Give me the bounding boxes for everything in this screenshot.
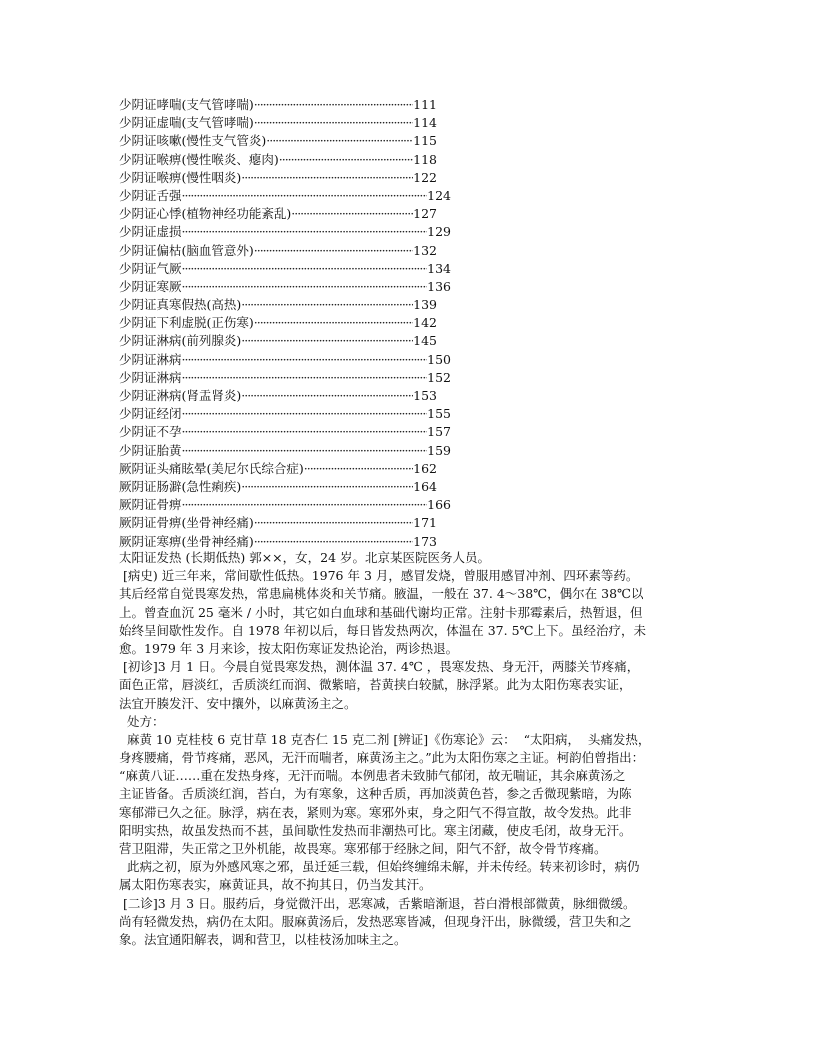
text-line: 处方： <box>119 713 165 729</box>
text-line: 身疼腰痛，骨节疼痛，恶风，无汗而喘者，麻黄汤主之。”此为太阳伤寒之主证。柯韵伯曾指出： <box>119 750 645 766</box>
text-line: 面色正常，唇淡红，舌质淡红而润、微紫暗，苔黄挟白较腻，脉浮紧。此为太阳伤寒表实证， <box>119 677 632 693</box>
toc-entry-title: 少阴证淋病(肾盂肾炎) <box>119 388 242 403</box>
text-line: 始终呈间歇性发作。自 1978 年初以后，每日皆发热两次，体温在 37. 5℃上下。虽经治疗，未 <box>119 622 647 638</box>
toc-entry-title: 少阴证淋病 <box>119 369 182 385</box>
toc-leader-dots <box>254 114 413 132</box>
toc-entry-title: 厥阴证骨痹(坐骨神经痛) <box>119 515 254 531</box>
toc-entry-page: 145 <box>413 333 437 349</box>
text-line: [初诊]3 月 1 日。今晨自觉畏寒发热，测体温 37. 4℃ ，畏寒发热、身无汗，两膝关节疼痛， <box>119 659 640 675</box>
toc-entry[interactable] <box>119 223 451 241</box>
toc-leader-dots <box>266 132 413 150</box>
toc-leader-dots <box>241 169 413 187</box>
toc-entry[interactable] <box>119 96 437 114</box>
toc-leader-dots <box>241 387 413 405</box>
toc-entry-page: 164 <box>413 478 437 494</box>
toc-entry[interactable] <box>119 314 437 332</box>
text-line: 上。曾查血沉 25 毫米 / 小时，其它如白血球和基础代谢均正常。注射卡那霉素后，热暂退，但 <box>119 604 643 620</box>
toc-entry-title: 少阴证咳嗽(慢性支气管炎) <box>119 133 267 149</box>
toc-entry-title: 少阴证寒厥 <box>119 278 182 294</box>
text-line: 寒郁滞已久之征。脉浮，病在表，紧则为寒。寒邪外束，身之阳气不得宣散，故令发热。此非 <box>119 804 632 820</box>
toc-leader-dots <box>304 460 413 478</box>
toc-entry-page: 122 <box>413 169 437 185</box>
toc-leader-dots <box>254 533 413 551</box>
toc-entry[interactable] <box>119 369 451 387</box>
table-of-contents <box>119 96 451 551</box>
toc-leader-dots <box>254 314 413 332</box>
toc-entry[interactable] <box>119 533 437 551</box>
toc-entry-title: 少阴证哮喘(支气管哮喘) <box>119 97 254 112</box>
toc-entry-page: 134 <box>427 260 451 276</box>
toc-leader-dots <box>182 278 428 296</box>
toc-entry[interactable] <box>119 187 451 205</box>
text-line: 尚有轻微发热，病仍在太阳。服麻黄汤后，发热恶寒皆减，但现身汗出，脉微缓，营卫失和之 <box>119 913 632 929</box>
toc-entry-page: 114 <box>413 115 437 131</box>
toc-entry-page: 157 <box>427 424 451 440</box>
toc-entry[interactable] <box>119 387 437 405</box>
toc-entry-title: 少阴证不孕 <box>119 424 182 440</box>
text-line: “麻黄八证……重在发热身疼，无汗而喘。本例患者未致肺气郁闭，故无喘证，其余麻黄汤之 <box>119 768 626 784</box>
toc-entry-page: 155 <box>427 406 451 422</box>
toc-entry-title: 少阴证胎黄 <box>119 442 182 458</box>
toc-leader-dots <box>182 187 428 205</box>
toc-entry-title: 少阴证舌强 <box>119 187 182 203</box>
toc-entry-title: 厥阴证肠澼(急性痢疾) <box>119 478 242 494</box>
toc-entry-title: 少阴证虚损 <box>119 224 182 240</box>
toc-entry-page: 142 <box>413 315 437 331</box>
toc-entry-title: 少阴证喉痹(慢性喉炎、瘪肉) <box>119 151 279 167</box>
toc-entry-title: 少阴证气厥 <box>119 260 182 276</box>
toc-entry[interactable] <box>119 514 437 532</box>
text-line: 太阳证发热 (长期低热) 郭××，女，24 岁。北京某医院医务人员。 <box>119 550 491 565</box>
toc-entry-page: 150 <box>427 351 451 367</box>
toc-entry-title: 厥阴证头痛眩晕(美尼尔氏综合症) <box>119 460 304 476</box>
text-line: 阳明实热，故虽发热而不甚，虽间歇性发热而非潮热可比。寒主闭藏，使皮毛闭，故身无汗。 <box>119 822 632 838</box>
text-line: 主证皆备。舌质淡红润，苔白，为有寒象，这种舌质，再加淡黄色苔，参之舌微现紫暗，为陈 <box>119 786 632 802</box>
toc-entry-page: 132 <box>413 242 437 258</box>
toc-leader-dots <box>254 514 413 532</box>
toc-entry-title: 少阴证偏枯(脑血管意外) <box>119 242 254 258</box>
toc-entry-page: 159 <box>427 442 451 458</box>
toc-entry[interactable] <box>119 423 451 441</box>
text-line: [二诊]3 月 3 日。服药后，身觉微汗出，恶寒减，舌紫暗渐退，苔白滑根部微黄，脉细微缓。 <box>119 895 636 911</box>
toc-leader-dots <box>182 496 428 514</box>
toc-entry-page: 173 <box>413 533 437 549</box>
toc-entry-page: 152 <box>427 369 451 385</box>
toc-entry[interactable] <box>119 114 437 132</box>
toc-entry[interactable] <box>119 442 451 460</box>
toc-entry-page: 111 <box>413 97 437 112</box>
toc-entry-title: 少阴证淋病(前列腺炎) <box>119 333 242 349</box>
toc-entry-page: 139 <box>413 297 437 313</box>
toc-entry[interactable] <box>119 332 437 350</box>
toc-entry[interactable] <box>119 460 437 478</box>
toc-entry-page: 115 <box>413 133 437 149</box>
case-text <box>119 549 719 949</box>
toc-entry-page: 166 <box>427 497 451 513</box>
toc-leader-dots <box>182 260 428 278</box>
toc-leader-dots <box>279 151 413 169</box>
toc-leader-dots <box>254 96 413 114</box>
toc-entry[interactable] <box>119 405 451 423</box>
text-line: 其后经常自觉畏寒发热，常患扁桃体炎和关节痛。腋温，一般在 37. 4～38℃，偶尔在 38℃以 <box>119 586 644 602</box>
toc-entry[interactable] <box>119 496 451 514</box>
toc-entry[interactable] <box>119 478 437 496</box>
toc-entry-title: 少阴证淋病 <box>119 351 182 367</box>
toc-entry-title: 少阴证虚喘(支气管哮喘) <box>119 115 254 131</box>
toc-entry[interactable] <box>119 351 451 369</box>
toc-leader-dots <box>241 296 413 314</box>
text-line: 属太阳伤寒表实，麻黄证具，故不拘其日，仍当发其汗。 <box>119 877 432 893</box>
toc-entry-title: 厥阴证寒痹(坐骨神经痛) <box>119 533 254 549</box>
toc-leader-dots <box>291 205 413 223</box>
toc-leader-dots <box>182 405 428 423</box>
toc-entry-page: 162 <box>413 460 437 476</box>
text-line: 愈。1979 年 3 月来诊，按太阳伤寒证发热论治，两诊热退。 <box>119 640 459 656</box>
toc-entry[interactable] <box>119 205 437 223</box>
toc-entry[interactable] <box>119 151 437 169</box>
toc-entry-title: 少阴证真寒假热(高热) <box>119 297 242 313</box>
toc-entry[interactable] <box>119 296 437 314</box>
toc-leader-dots <box>182 223 428 241</box>
toc-entry-page: 153 <box>413 388 437 403</box>
text-line: [病史) 近三年来，常间歇性低热。1976 年 3 月，感冒发烧，曾服用感冒冲剂、四环素等药。 <box>119 568 639 584</box>
toc-entry-page: 118 <box>413 151 437 167</box>
text-line: 营卫阻滞，失正常之卫外机能，故畏寒。寒邪郁于经脉之间，阳气不舒，故令骨节疼痛。 <box>119 841 607 856</box>
toc-leader-dots <box>182 369 428 387</box>
toc-leader-dots <box>241 332 413 350</box>
toc-entry-page: 171 <box>413 515 437 531</box>
toc-entry[interactable] <box>119 278 451 296</box>
toc-entry-page: 129 <box>427 224 451 240</box>
toc-entry-title: 少阴证下利虚脱(正伤寒) <box>119 315 254 331</box>
toc-entry-title: 少阴证经闭 <box>119 406 182 422</box>
text-line: 法宜开腠发汗、安中攘外，以麻黄汤主之。 <box>119 695 357 711</box>
toc-leader-dots <box>182 423 428 441</box>
toc-entry-title: 少阴证心悸(植物神经功能紊乱) <box>119 206 292 222</box>
toc-leader-dots <box>182 442 428 460</box>
toc-entry-page: 136 <box>427 278 451 294</box>
toc-entry[interactable] <box>119 242 437 260</box>
text-line: 此病之初，原为外感风寒之邪，虽迁延三载，但始终缠绵未解，并未传经。转来初诊时，病仍 <box>119 859 640 875</box>
toc-leader-dots <box>254 242 413 260</box>
toc-entry[interactable] <box>119 169 437 187</box>
toc-entry-page: 127 <box>413 206 437 222</box>
toc-leader-dots <box>182 351 428 369</box>
toc-entry[interactable] <box>119 260 451 278</box>
toc-entry[interactable] <box>119 132 437 150</box>
text-line: 象。法宜通阳解表，调和营卫，以桂枝汤加味主之。 <box>119 931 407 947</box>
toc-entry-title: 厥阴证骨痹 <box>119 497 182 513</box>
toc-leader-dots <box>241 478 413 496</box>
toc-entry-page: 124 <box>427 187 451 203</box>
toc-entry-title: 少阴证喉痹(慢性咽炎) <box>119 169 242 185</box>
text-line: 麻黄 10 克桂枝 6 克甘草 18 克杏仁 15 克二剂 [辨证]《伤寒论》云： “太阳病， 头痛发热， <box>119 731 651 747</box>
